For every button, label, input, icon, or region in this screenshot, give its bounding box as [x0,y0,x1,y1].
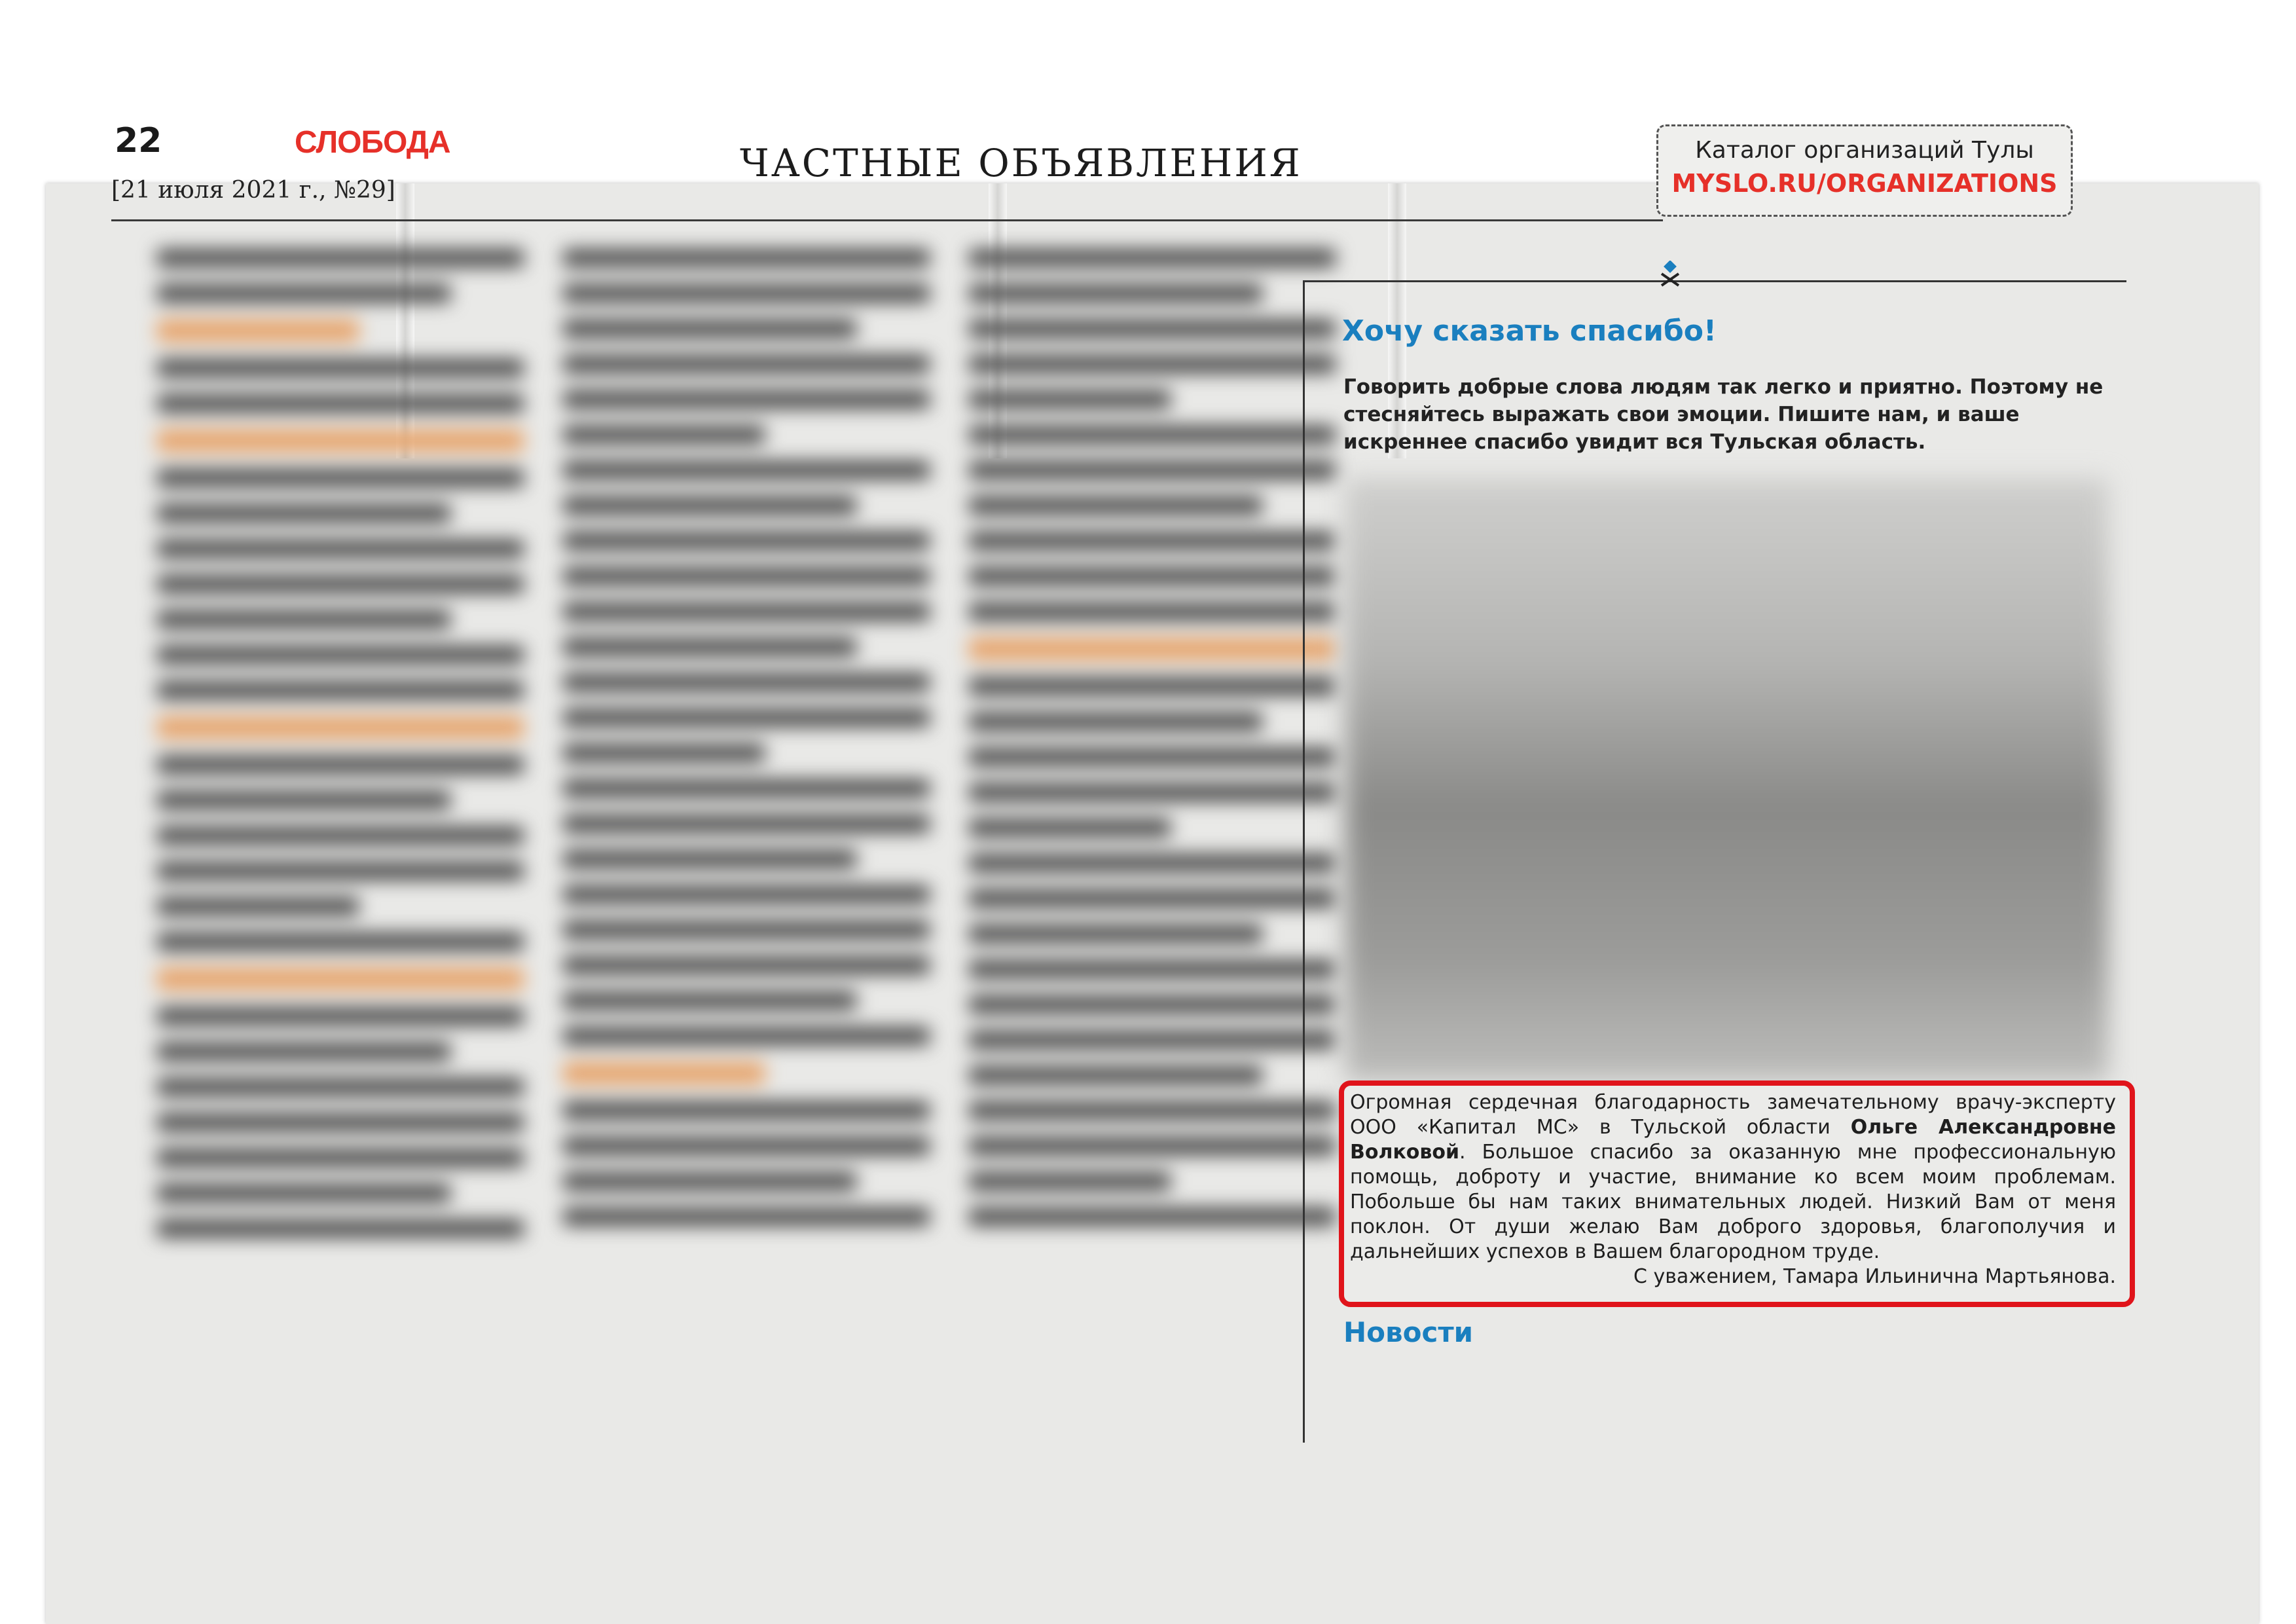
letter-text-end: . Большое спасибо за оказанную мне профессиональную помощь, доброту и участие, внимание ко всем моим проблемам. Побольше бы нам таких внимательных людей. Низкий Вам от меня поклон. От души желаю Вам доброго здоровья, благополучия и дальнейших успехов в Вашем благородном труде. [1350,1141,2116,1263]
catalog-label: Каталог организаций Тулы [1695,137,2034,164]
blurred-column-3 [969,249,1336,1441]
section-title: ЧАСТНЫЕ ОБЪЯВЛЕНИЯ [740,141,1302,185]
letter-recipient-name: Ольге Александровне Волковой [1350,1116,2117,1164]
catalog-link[interactable]: MYSLO.RU/ORGANIZATIONS [1671,169,2058,198]
thanks-heading: Хочу сказать спасибо! [1342,314,1717,348]
letter-text-start: Огромная сердечная благодарность замечательному врачу-эксперту ООО «Капитал МС» в Тульской области [1350,1091,2116,1139]
thanks-intro: Говорить добрые слова людям так легко и приятно. Поэтому не стесняйтесь выражать свои эмоции. Пишите нам, и ваше искреннее спасибо увидит вся Тульская область. [1343,375,2104,454]
catalog-callout [1656,124,2073,217]
panel-marker-icon [1658,261,1684,287]
issue-date: [21 июля 2021 г., №29] [111,177,395,204]
blurred-column-1 [157,249,524,1441]
news-heading: Новости [1343,1316,1474,1348]
header-divider [111,219,1663,221]
newspaper-logo: СЛОБОДА [295,125,450,160]
thanks-letter [1350,1090,2116,1289]
blurred-column-2 [563,249,930,1441]
blurred-image [1345,478,2108,1080]
page-number: 22 [115,121,162,160]
letter-signature: С уважением, Тамара Ильинична Мартьянова. [1633,1265,2116,1288]
